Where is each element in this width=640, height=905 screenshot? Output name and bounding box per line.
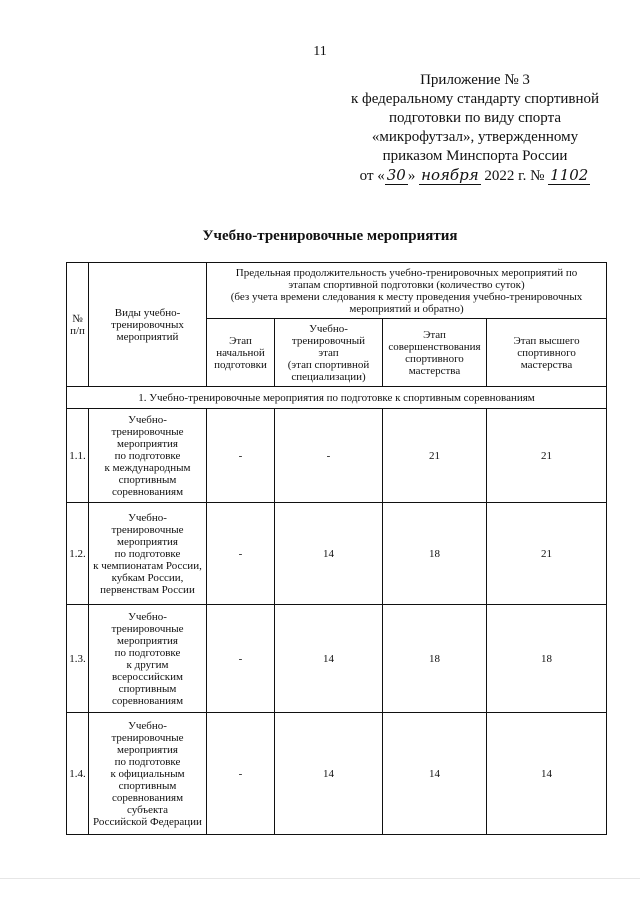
value-improvement: 18 — [383, 503, 487, 605]
row-number: 1.3. — [67, 605, 89, 713]
date-month-handwritten: ноября — [421, 166, 479, 184]
value-training: 14 — [275, 503, 383, 605]
header-duration-group: Предельная продолжительность учебно-тренировочных мероприятий по этапам спортивной подготовки (количество суток) (без учета времени следования к месту проведения учебно-тренировочных мероприятий и обратно) — [207, 263, 607, 319]
table-row — [67, 503, 607, 605]
table-row — [67, 713, 607, 835]
row-kind: Учебно- тренировочные мероприятия по подготовке к другим всероссийским спортивным соревнованиям — [89, 605, 207, 713]
row-kind: Учебно- тренировочные мероприятия по подготовке к международным спортивным соревнованиям — [89, 409, 207, 503]
value-improvement: 14 — [383, 713, 487, 835]
header-row — [67, 263, 607, 319]
value-initial: - — [207, 503, 275, 605]
header-stage-highest: Этап высшего спортивного мастерства — [487, 319, 607, 387]
order-date-line — [335, 166, 615, 186]
value-highest: 21 — [487, 503, 607, 605]
value-highest: 18 — [487, 605, 607, 713]
header-stage-training: Учебно- тренировочный этап (этап спортивной специализации) — [275, 319, 383, 387]
appendix-block — [335, 71, 615, 186]
header-stage-improvement: Этап совершенствования спортивного мастерства — [383, 319, 487, 387]
date-mid: » — [407, 168, 416, 184]
table-row — [67, 605, 607, 713]
value-training: 14 — [275, 713, 383, 835]
appendix-line: «микрофутзал», утвержденному — [371, 129, 579, 145]
events-table — [66, 262, 607, 835]
date-prefix: от « — [359, 168, 385, 184]
appendix-line: Приложение № 3 — [420, 72, 530, 88]
section-row — [67, 387, 607, 409]
page-number: 11 — [313, 44, 327, 59]
row-number: 1.2. — [67, 503, 89, 605]
value-improvement: 18 — [383, 605, 487, 713]
row-number: 1.1. — [67, 409, 89, 503]
row-kind: Учебно- тренировочные мероприятия по подготовке к чемпионатам России, кубкам России, первенствам России — [89, 503, 207, 605]
value-initial: - — [207, 409, 275, 503]
row-number: 1.4. — [67, 713, 89, 835]
appendix-line: подготовки по виду спорта — [389, 110, 561, 126]
value-training: - — [275, 409, 383, 503]
page-bottom-edge — [0, 878, 640, 879]
header-stage-initial: Этап начальной подготовки — [207, 319, 275, 387]
row-kind: Учебно- тренировочные мероприятия по подготовке к официальным спортивным соревнованиям субъекта Российской Федерации — [89, 713, 207, 835]
section-title: 1. Учебно-тренировочные мероприятия по подготовке к спортивным соревнованиям — [67, 387, 607, 409]
value-initial: - — [207, 713, 275, 835]
date-day-handwritten: 30 — [386, 166, 406, 184]
value-initial: - — [207, 605, 275, 713]
value-highest: 21 — [487, 409, 607, 503]
value-highest: 14 — [487, 713, 607, 835]
appendix-line: к федеральному стандарту спортивной — [350, 91, 600, 107]
date-year: 2022 г. № — [484, 168, 545, 184]
header-kind: Виды учебно- тренировочных мероприятий — [89, 263, 207, 387]
order-number-handwritten: 1102 — [550, 166, 589, 184]
header-num: № п/п — [67, 263, 89, 387]
table-row — [67, 409, 607, 503]
appendix-line: приказом Минспорта России — [382, 148, 568, 164]
value-improvement: 21 — [383, 409, 487, 503]
value-training: 14 — [275, 605, 383, 713]
document-title: Учебно-тренировочные мероприятия — [202, 228, 458, 244]
